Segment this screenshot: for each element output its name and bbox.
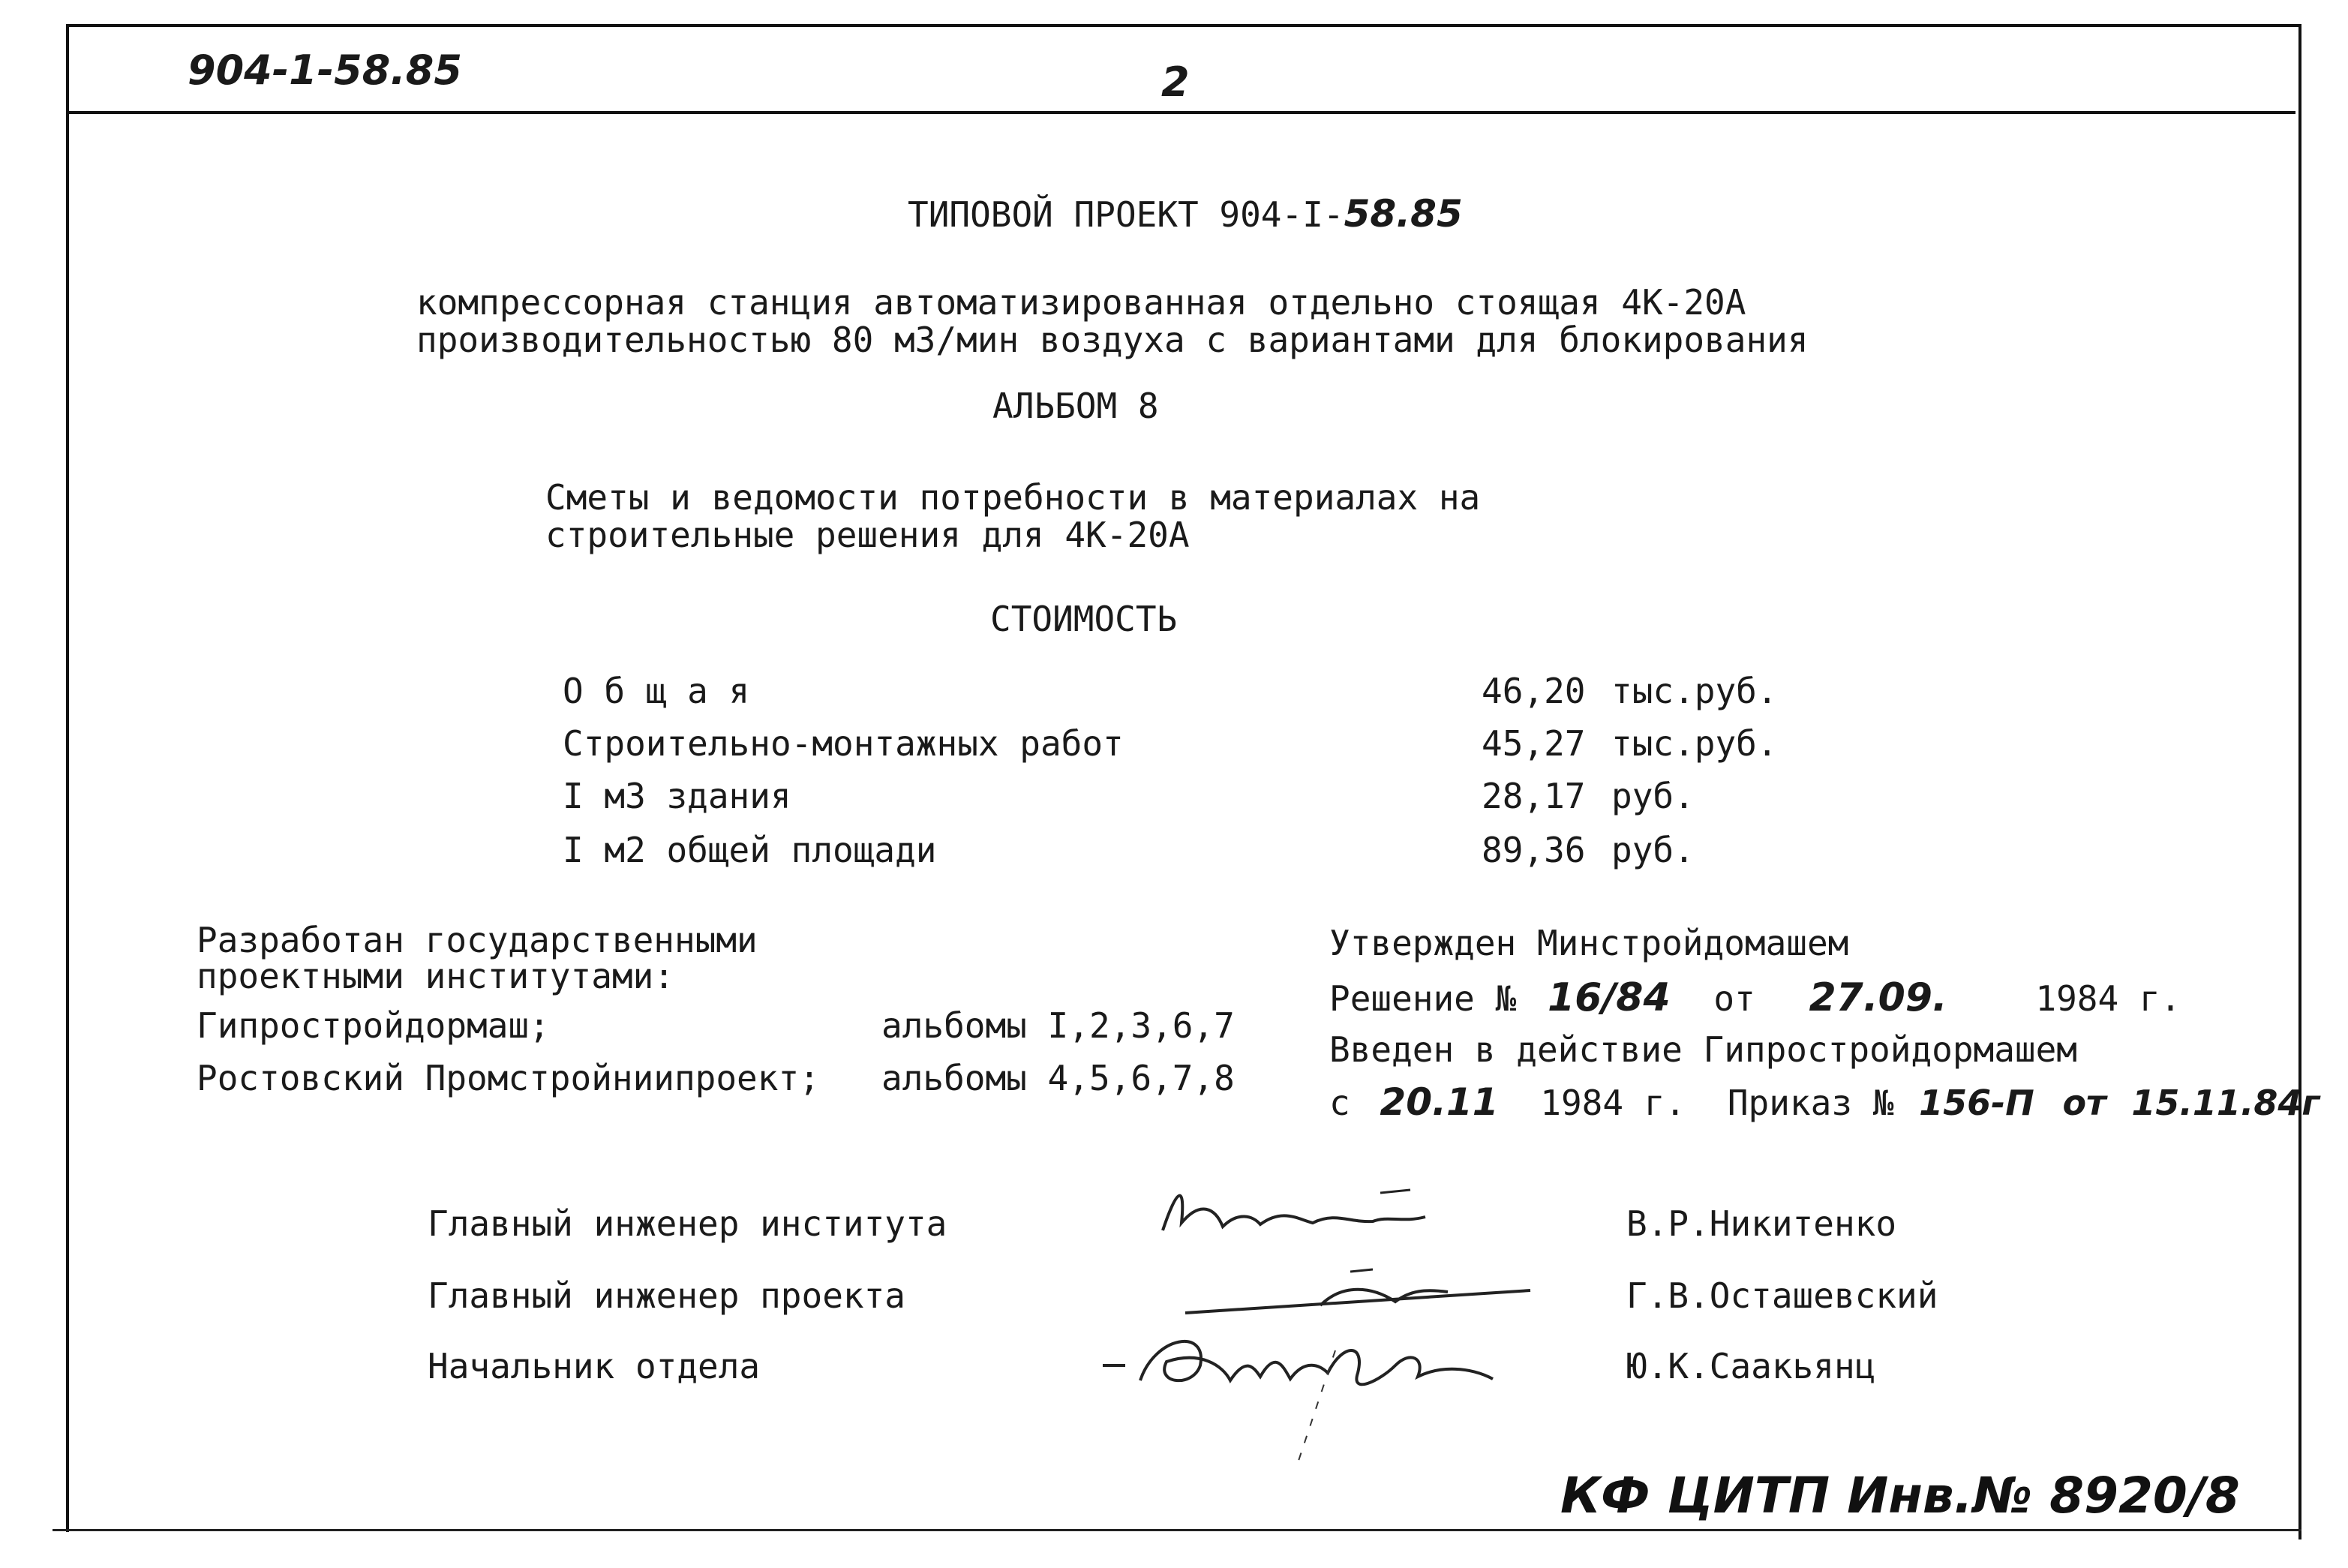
estimates-line-2: строительные решения для 4К-20А — [545, 515, 1190, 555]
frame-left-border — [66, 24, 69, 1532]
approved-by: Утвержден Минстройдомашем — [1329, 923, 1849, 963]
frame-top-border — [68, 24, 2301, 27]
description-line-1: компрессорная станция автоматизированная отдельно стоящая 4К-20А — [416, 282, 1746, 323]
decision-date: 27.09. — [1809, 975, 1947, 1020]
cost-value-per-m3: 28,17 — [1482, 776, 1586, 816]
signature-name-3: Ю.К.Саакьянц — [1626, 1346, 1876, 1386]
signature-name-2: Г.В.Осташевский — [1626, 1275, 1938, 1316]
estimates-line-1: Сметы и ведомости потребности в материалах на — [545, 477, 1481, 518]
decision-from-label: от — [1713, 978, 1755, 1019]
institute-name-1: Гипростройдормаш; — [197, 1005, 550, 1046]
cost-label-per-m3: I м3 здания — [563, 776, 791, 816]
inventory-stamp: КФ ЦИТП Инв.№ 8920/8 — [1560, 1467, 2240, 1524]
project-title-prefix: ТИПОВОЙ ПРОЕКТ 904-I- — [908, 194, 1344, 235]
order-label: Приказ № — [1727, 1083, 1894, 1123]
since-date: 20.11 — [1380, 1080, 1499, 1124]
frame-bottom-border — [53, 1529, 2301, 1531]
signature-role-2: Главный инженер проекта — [428, 1275, 905, 1316]
album-heading: АЛЬБОМ 8 — [992, 386, 1159, 426]
cost-label-construction: Строительно-монтажных работ — [563, 723, 1124, 764]
page-number: 2 — [1161, 59, 1190, 106]
signature-name-1: В.Р.Никитенко — [1626, 1203, 1897, 1244]
decision-number: 16/84 — [1547, 975, 1671, 1020]
project-title-number: 58.85 — [1344, 192, 1463, 236]
developers-heading-1: Разработан государственными — [197, 920, 758, 960]
cost-label-per-m2: I м2 общей площади — [563, 830, 937, 870]
document-code: 904-1-58.85 — [188, 47, 462, 94]
signature-role-1: Главный инженер института — [428, 1203, 947, 1244]
cost-unit-construction: тыс.руб. — [1611, 723, 1778, 764]
signature-mark-3 — [1095, 1320, 1515, 1470]
header-divider — [68, 111, 2295, 114]
order-from-label: от — [2062, 1083, 2106, 1123]
frame-right-border — [2298, 24, 2301, 1539]
institute-albums-1: альбомы I,2,3,6,7 — [881, 1005, 1235, 1046]
introduced-line: Введен в действие Гипростройдормашем — [1329, 1029, 2077, 1070]
cost-value-per-m2: 89,36 — [1482, 830, 1586, 870]
since-year: 1984 г. — [1540, 1083, 1686, 1123]
description-line-2: производительностью 80 м3/мин воздуха с вариантами для блокирования — [416, 320, 1809, 360]
institute-albums-2: альбомы 4,5,6,7,8 — [881, 1058, 1235, 1098]
cost-unit-total: тыс.руб. — [1611, 671, 1778, 711]
cost-unit-per-m3: руб. — [1611, 776, 1695, 816]
since-line — [1329, 1080, 2319, 1124]
order-number: 156-П — [1919, 1083, 2034, 1123]
order-date: 15.11.84г — [2131, 1083, 2320, 1123]
project-title — [908, 192, 1463, 236]
decision-year: 1984 г. — [2035, 978, 2181, 1019]
institute-name-2: Ростовский Промстройниипроект; — [197, 1058, 820, 1098]
decision-label: Решение № — [1329, 978, 1517, 1019]
cost-label-total: О б щ а я — [563, 671, 750, 711]
cost-value-total: 46,20 — [1482, 671, 1586, 711]
signature-mark-1 — [1155, 1170, 1440, 1253]
cost-value-construction: 45,27 — [1482, 723, 1586, 764]
since-label: с — [1329, 1083, 1350, 1123]
decision-line — [1329, 975, 2181, 1020]
cost-heading: СТОИМОСТЬ — [990, 599, 1178, 639]
cost-unit-per-m2: руб. — [1611, 830, 1695, 870]
signature-role-3: Начальник отдела — [428, 1346, 761, 1386]
developers-heading-2: проектными институтами: — [197, 956, 674, 996]
